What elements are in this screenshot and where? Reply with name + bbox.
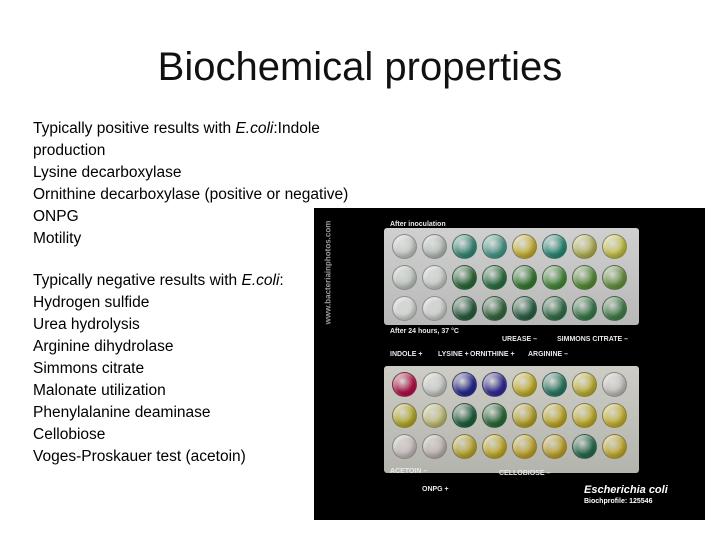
negative-prefix: Typically negative results with: [33, 272, 242, 289]
after-well: [602, 434, 627, 459]
before-well: [452, 296, 477, 321]
before-well: [392, 234, 417, 259]
before-well: [482, 234, 507, 259]
biochemical-test-photo: [314, 208, 705, 520]
before-well: [452, 234, 477, 259]
after-well: [422, 434, 447, 459]
before-well: [542, 234, 567, 259]
before-well: [422, 265, 447, 290]
after-well: [542, 403, 567, 428]
before-well: [422, 234, 447, 259]
before-well: [572, 296, 597, 321]
photo-watermark: www.bacteriainphotos.com: [323, 220, 333, 325]
negative-organism: E.coli: [241, 272, 280, 289]
positive-prefix: Typically positive results with: [33, 120, 236, 137]
after-well: [422, 403, 447, 428]
caption-species: Escherichia coli: [584, 484, 668, 496]
positive-item: production: [33, 142, 106, 159]
label-lysine: LYSINE +: [438, 351, 469, 358]
before-well: [482, 296, 507, 321]
plate-after: [384, 366, 639, 473]
after-well: [572, 403, 597, 428]
label-cellobiose: CELLOBIOSE –: [499, 470, 551, 477]
before-well: [512, 296, 537, 321]
after-well: [482, 403, 507, 428]
after-well: [512, 372, 537, 397]
negative-item: Urea hydrolysis: [33, 316, 140, 333]
label-indole: INDOLE +: [390, 351, 423, 358]
after-well: [482, 434, 507, 459]
negative-item: Hydrogen sulfide: [33, 294, 150, 311]
label-after-24h: After 24 hours, 37 °C: [390, 328, 459, 335]
after-well: [512, 403, 537, 428]
before-well: [572, 234, 597, 259]
after-well: [392, 403, 417, 428]
label-urease: UREASE –: [502, 336, 538, 343]
after-well: [452, 372, 477, 397]
after-well: [392, 372, 417, 397]
after-well: [512, 434, 537, 459]
label-after-inoculation: After inoculation: [390, 221, 446, 228]
positive-item: Lysine decarboxylase: [33, 164, 182, 181]
label-acetoin: ACETOIN –: [390, 468, 428, 475]
before-well: [392, 265, 417, 290]
before-well: [512, 234, 537, 259]
before-well: [392, 296, 417, 321]
before-well: [602, 234, 627, 259]
positive-organism: E.coli: [235, 120, 274, 137]
after-well: [572, 372, 597, 397]
after-well: [452, 403, 477, 428]
before-well: [572, 265, 597, 290]
after-well: [602, 403, 627, 428]
before-well: [602, 265, 627, 290]
label-simmons: SIMMONS CITRATE –: [557, 336, 629, 343]
caption-profile: Biochprofile: 125546: [584, 498, 653, 505]
positive-item: Ornithine decarboxylase (positive or negative): [33, 186, 349, 203]
before-well: [512, 265, 537, 290]
positive-item: ONPG: [33, 208, 79, 225]
negative-item: Malonate utilization: [33, 382, 166, 399]
before-well: [542, 296, 567, 321]
after-well: [542, 434, 567, 459]
before-well: [452, 265, 477, 290]
after-well: [452, 434, 477, 459]
after-well: [392, 434, 417, 459]
negative-item: Voges-Proskauer test (acetoin): [33, 448, 246, 465]
before-well: [542, 265, 567, 290]
after-well: [602, 372, 627, 397]
after-well: [542, 372, 567, 397]
after-well: [482, 372, 507, 397]
positive-heading: [33, 118, 393, 140]
positive-suffix: :Indole: [273, 120, 320, 137]
negative-suffix: :: [279, 272, 284, 289]
positive-item: Motility: [33, 230, 82, 247]
label-arginine: ARGININE –: [528, 351, 569, 358]
label-onpg: ONPG +: [422, 486, 449, 493]
before-well: [422, 296, 447, 321]
after-well: [422, 372, 447, 397]
slide-title: Biochemical properties: [157, 45, 563, 89]
plate-before: [384, 228, 639, 325]
negative-item: Simmons citrate: [33, 360, 145, 377]
before-well: [482, 265, 507, 290]
negative-item: Cellobiose: [33, 426, 106, 443]
label-ornithine: ORNITHINE +: [470, 351, 515, 358]
before-well: [602, 296, 627, 321]
negative-item: Phenylalanine deaminase: [33, 404, 211, 421]
after-well: [572, 434, 597, 459]
negative-item: Arginine dihydrolase: [33, 338, 174, 355]
